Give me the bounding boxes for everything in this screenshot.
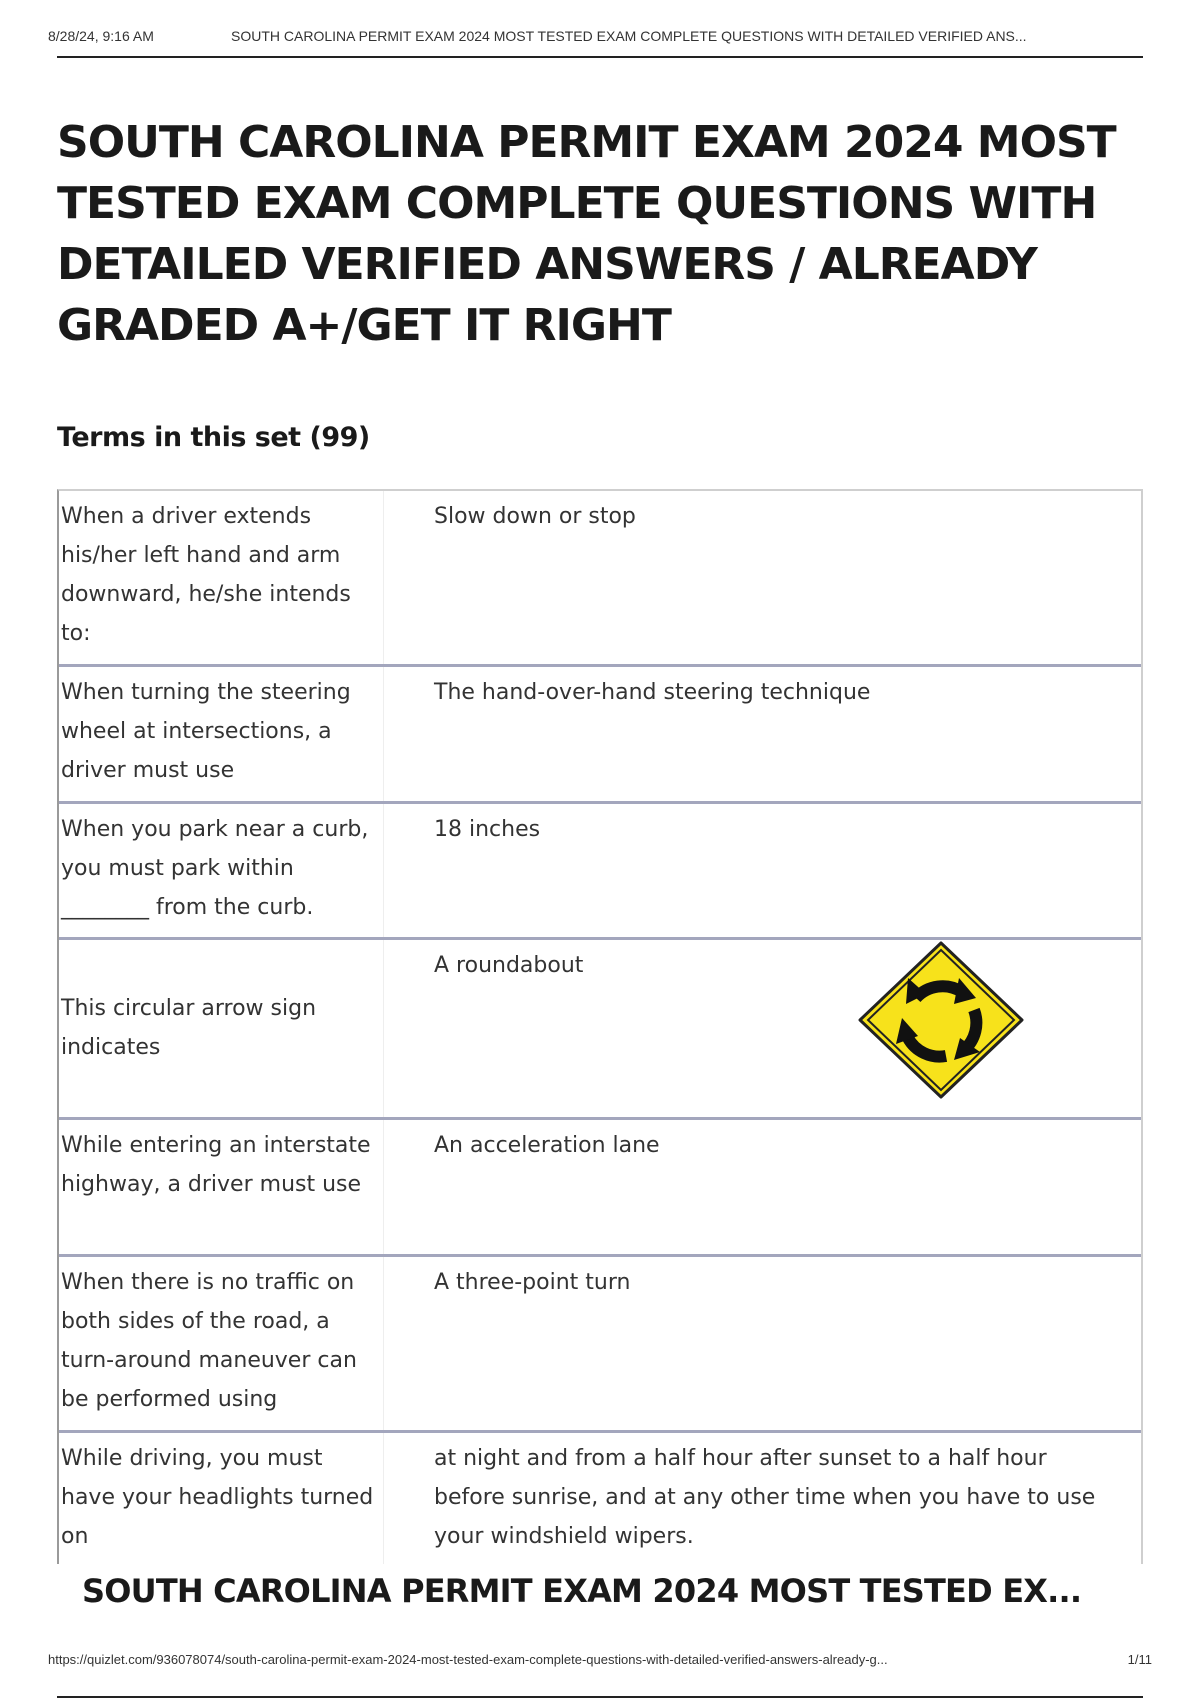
term-row	[59, 491, 1141, 667]
print-header	[48, 28, 1152, 44]
print-doc-title: SOUTH CAROLINA PERMIT EXAM 2024 MOST TESTED EXAM COMPLETE QUESTIONS WITH DETAILED VERIFIED ANS...	[231, 28, 1027, 44]
term-question: When you park near a curb, you must park within ________ from the curb.	[59, 804, 384, 937]
footer-title: SOUTH CAROLINA PERMIT EXAM 2024 MOST TESTED EX...	[82, 1572, 1082, 1610]
term-row	[59, 804, 1141, 940]
term-row	[59, 1120, 1141, 1257]
term-question	[59, 940, 384, 1117]
term-question: When turning the steering wheel at intersections, a driver must use	[59, 667, 384, 801]
print-footer	[48, 1652, 1152, 1667]
term-answer: Slow down or stop	[434, 504, 636, 529]
page-number: 1/11	[1127, 1652, 1152, 1667]
term-answer-text: A roundabout	[434, 953, 584, 978]
term-question: When a driver extends his/her left hand and arm downward, he/she intends to:	[59, 491, 384, 664]
term-question: While driving, you must have your headlights turned on	[59, 1433, 384, 1564]
term-question: When there is no traffic on both sides of the road, a turn-around maneuver can be performed using	[59, 1257, 384, 1430]
term-row	[59, 667, 1141, 804]
term-answer: An acceleration lane	[434, 1133, 660, 1158]
term-answer: The hand-over-hand steering technique	[434, 680, 871, 705]
roundabout-sign-icon	[856, 940, 1026, 1100]
terms-heading: Terms in this set (99)	[57, 422, 370, 453]
term-answer: at night and from a half hour after sunset to a half hour before sunrise, and at any other time when you have to use your windshield wipers.	[434, 1446, 1096, 1549]
term-question-text: This circular arrow sign indicates	[61, 995, 317, 1060]
term-answer: A three-point turn	[434, 1270, 631, 1295]
terms-table	[57, 489, 1143, 1564]
term-row	[59, 1433, 1141, 1564]
header-divider	[57, 56, 1143, 58]
page-title: SOUTH CAROLINA PERMIT EXAM 2024 MOST TESTED EXAM COMPLETE QUESTIONS WITH DETAILED VERIFIED ANSWERS / ALREADY GRADED A+/GET IT RIGHT	[57, 117, 1116, 351]
print-date: 8/28/24, 9:16 AM	[48, 28, 154, 44]
term-answer	[384, 940, 1141, 1117]
term-row	[59, 940, 1141, 1120]
footer-divider	[57, 1696, 1143, 1698]
term-question: While entering an interstate highway, a driver must use	[59, 1120, 384, 1254]
page-url: https://quizlet.com/936078074/south-carolina-permit-exam-2024-most-tested-exam-complete-questions-with-detailed-verified-answers-already-g...	[48, 1652, 888, 1667]
term-row	[59, 1257, 1141, 1433]
term-answer: 18 inches	[434, 817, 541, 842]
